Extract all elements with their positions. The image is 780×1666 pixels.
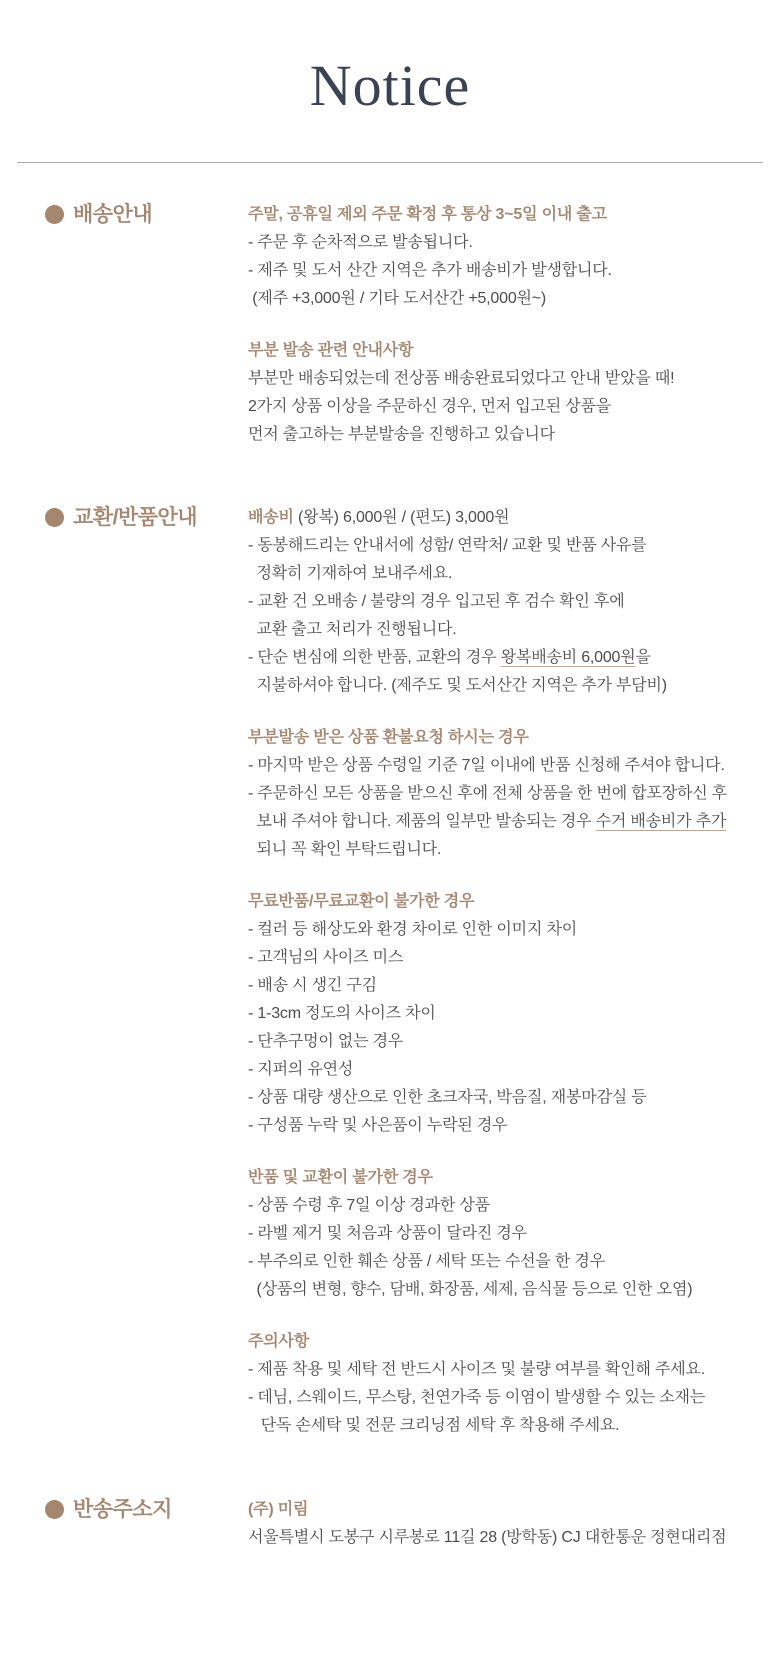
text-line: 되니 꼭 확인 부탁드립니다. [248,840,442,858]
text-line [248,808,762,836]
block-heading: 주의사항 [248,1332,310,1350]
return-fee-block [248,504,762,700]
text-line: - 배송 시 생긴 구김 [248,976,377,994]
free-return-not-allowed-block [248,888,762,1140]
text-line: - 데님, 스웨이드, 무스탕, 천연가죽 등 이염이 발생할 수 있는 소재는 [248,1388,705,1406]
text-line: - 주문 후 순차적으로 발송됩니다. [248,233,473,251]
block-heading: 주말, 공휴일 제외 주문 확정 후 통상 3~5일 이내 출고 [248,205,607,223]
bullet-icon [45,1500,64,1519]
text-line: 정확히 기재하여 보내주세요. [248,564,453,582]
text-segment: 보내 주셔야 합니다. 제품의 일부만 발송되는 경우 [248,812,596,830]
section-label: 반송주소지 [73,1497,172,1521]
text-line: - 마지막 받은 상품 수령일 기준 7일 이내에 반품 신청해 주셔야 합니다. [248,756,725,774]
section-shipping-content [248,201,762,449]
text-line: - 구성품 누락 및 사은품이 누락된 경우 [248,1116,508,1134]
text-line: - 주문하신 모든 상품을 받으신 후에 전체 상품을 한 번에 합포장하신 후 [248,784,727,802]
text-segment: 을 [635,648,651,666]
text-line: - 단추구멍이 없는 경우 [248,1032,404,1050]
text-line: - 교환 건 오배송 / 불량의 경우 입고된 후 검수 확인 후에 [248,592,625,610]
text-line: 지불하셔야 합니다. (제주도 및 도서산간 지역은 추가 부담비) [248,676,667,694]
section-label: 배송안내 [73,202,153,226]
bullet-icon [45,508,64,527]
text-line [248,644,762,672]
text-line: 단독 손세탁 및 전문 크리닝점 세탁 후 착용해 주세요. [248,1416,620,1434]
block-heading: 부분 발송 관련 안내사항 [248,341,414,359]
text-line: - 제주 및 도서 산간 지역은 추가 배송비가 발생합니다. [248,261,612,279]
text-line: - 고객님의 사이즈 미스 [248,948,404,966]
text-line: - 동봉해드리는 안내서에 성함/ 연락처/ 교환 및 반품 사유를 [248,536,647,554]
section-exchange-label [45,504,248,532]
text-line: 먼저 출고하는 부분발송을 진행하고 있습니다 [248,425,555,443]
section-label: 교환/반품안내 [73,505,198,529]
text-line: 부분만 배송되었는데 전상품 배송완료되었다고 안내 받았을 때! [248,369,675,387]
caution-block [248,1328,762,1440]
text-segment: - 단순 변심에 의한 반품, 교환의 경우 [248,648,501,666]
bullet-icon [45,205,64,224]
text-line: - 지퍼의 유연성 [248,1060,354,1078]
block-heading: 부분발송 받은 상품 환불요청 하시는 경우 [248,728,529,746]
block-heading-line [248,504,762,532]
section-exchange-return [0,504,780,1440]
section-return-address-content [248,1496,762,1552]
partial-shipping-block [248,337,762,449]
underlined-text: 왕복배송비 6,000원 [500,648,636,666]
underlined-text: 수거 배송비가 추가 [595,812,727,830]
block-heading: 반품 및 교환이 불가한 경우 [248,1168,433,1186]
text-line: - 제품 착용 및 세탁 전 반드시 사이즈 및 불량 여부를 확인해 주세요. [248,1360,705,1378]
text-line: - 상품 대량 생산으로 인한 초크자국, 박음질, 재봉마감실 등 [248,1088,647,1106]
shipping-schedule-block [248,201,762,313]
block-heading: (주) 미림 [248,1500,309,1518]
section-exchange-content [248,504,762,1440]
text-line: - 부주의로 인한 훼손 상품 / 세탁 또는 수선을 한 경우 [248,1252,605,1270]
section-shipping [0,201,780,449]
block-heading: 무료반품/무료교환이 불가한 경우 [248,892,475,910]
return-not-allowed-block [248,1164,762,1304]
text-line: 교환 출고 처리가 진행됩니다. [248,620,457,638]
text-line: 서울특별시 도봉구 시루봉로 11길 28 (방학동) CJ 대한통운 정현대리점 [248,1528,727,1546]
section-return-address-label [45,1496,248,1524]
return-address-block [248,1496,762,1552]
block-heading: 배송비 [248,508,294,526]
text-line: - 상품 수령 후 7일 이상 경과한 상품 [248,1196,490,1214]
partial-refund-block [248,724,762,864]
text-line: - 컬러 등 해상도와 환경 차이로 인한 이미지 차이 [248,920,577,938]
section-shipping-label [45,201,248,229]
page-title: Notice [309,53,471,118]
text-line: - 라벨 제거 및 처음과 상품이 달라진 경우 [248,1224,527,1242]
title-divider [17,162,763,163]
text-line: (제주 +3,000원 / 기타 도서산간 +5,000원~) [248,289,547,307]
text-line: (상품의 변형, 향수, 담배, 화장품, 세제, 음식물 등으로 인한 오염) [248,1280,693,1298]
heading-rest-text: (왕복) 6,000원 / (편도) 3,000원 [293,508,510,526]
text-line: 2가지 상품 이상을 주문하신 경우, 먼저 입고된 상품을 [248,397,612,415]
text-line: - 1-3cm 정도의 사이즈 차이 [248,1004,436,1022]
section-return-address [0,1496,780,1552]
